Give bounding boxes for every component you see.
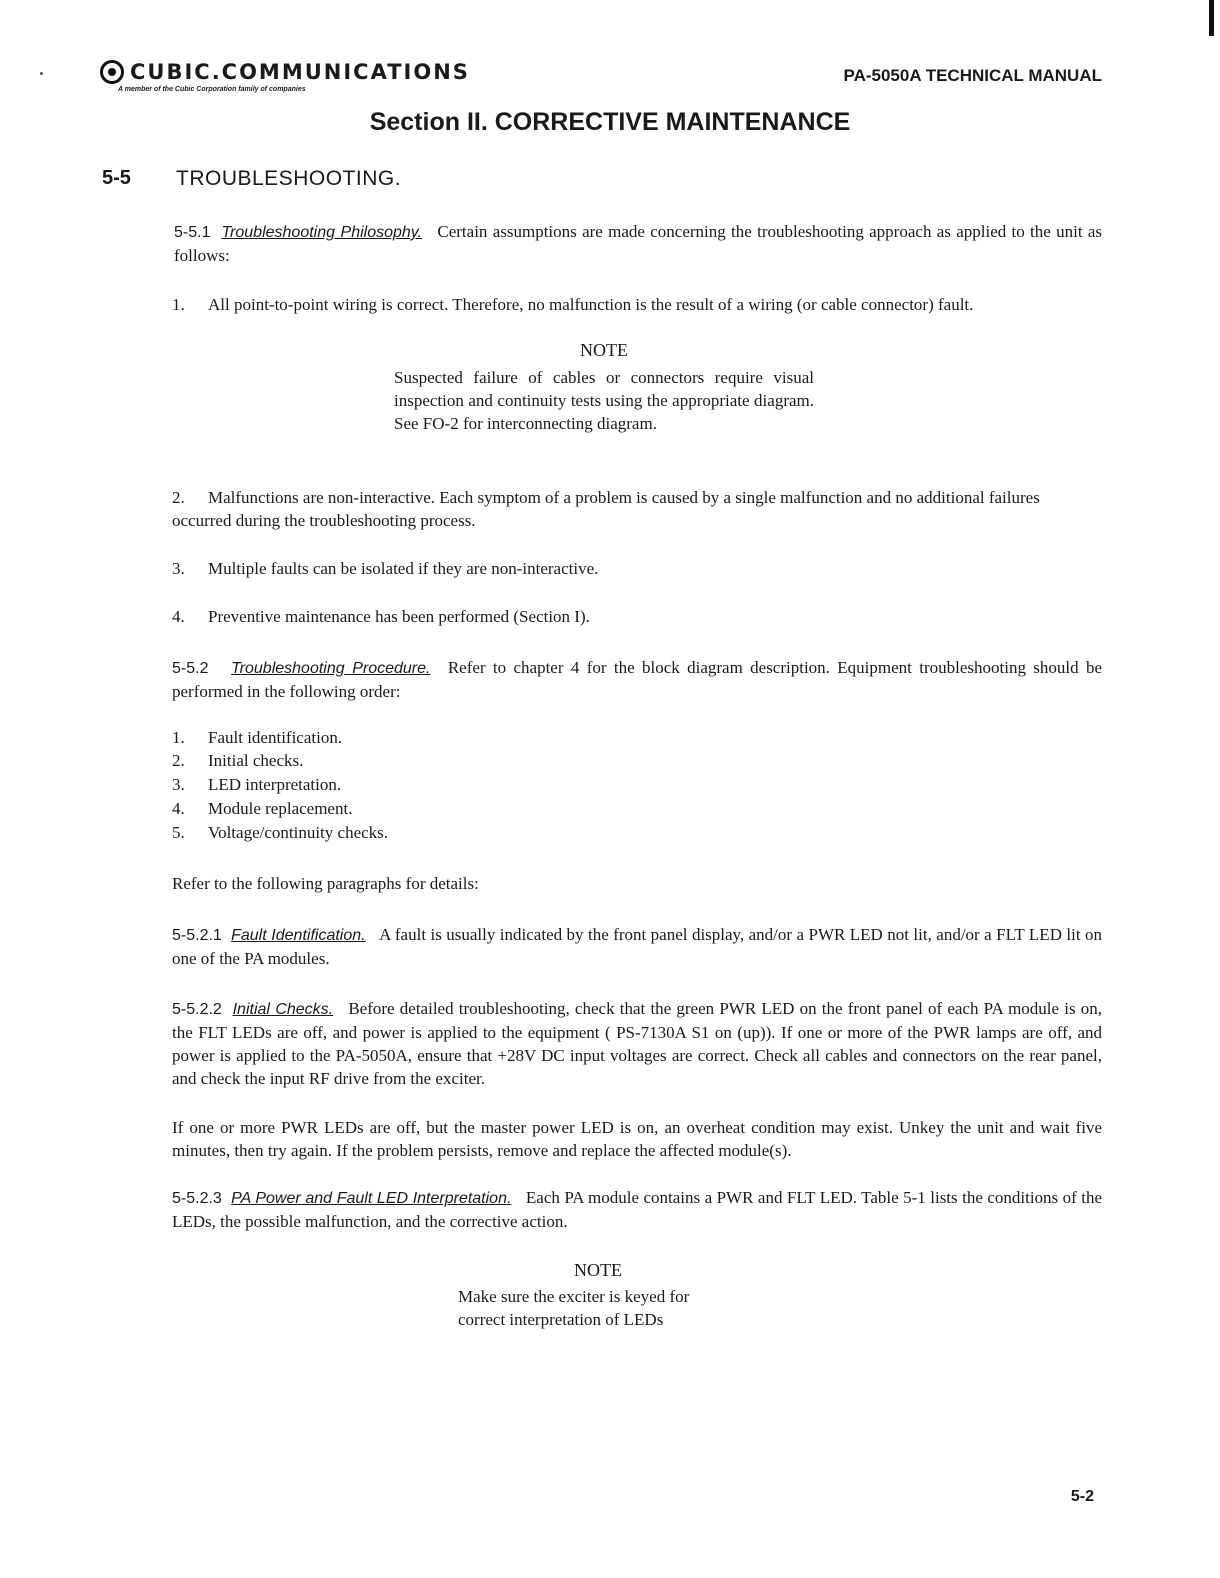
list-item <box>172 749 772 772</box>
paragraph-5-5-2-1 <box>172 923 1102 970</box>
paragraph-number: 5-5.2.3 <box>172 1190 222 1207</box>
note-text: Make sure the exciter is keyed for correct interpretation of LEDs <box>458 1287 690 1329</box>
paragraph-number: 5-5.2 <box>172 660 209 677</box>
company-logo <box>100 60 470 84</box>
list-item <box>172 821 772 844</box>
list-item-text: LED interpretation. <box>208 775 342 794</box>
list-item-text: Initial checks. <box>208 751 304 770</box>
list-item-number: 1. <box>172 728 185 747</box>
note-title: NOTE <box>580 340 628 360</box>
scan-speck <box>40 72 43 75</box>
list-item-number: 4. <box>172 799 185 818</box>
note-title: NOTE <box>574 1260 622 1280</box>
paragraph-title: PA Power and Fault LED Interpretation. <box>231 1190 512 1207</box>
paragraph-number: 5-5.2.1 <box>172 927 222 944</box>
heading-title: TROUBLESHOOTING. <box>176 167 402 190</box>
paragraph-text: Before detailed troubleshooting, check that the green PWR LED on the front panel of each PA module is on, the FLT LEDs are off, and power is applied to the equipment ( PS-7130A S1 on (up)). If one or more of the PWR lamps are off, and power is applied to the PA-5050A, ensure that +28V DC input voltages are correct. Check all cables and connectors on the rear panel, and check the input RF drive from the exciter. <box>172 999 1103 1088</box>
paragraph-text: A fault is usually indicated by the front panel display, and/or a PWR LED not lit, and/or a FLT LED lit on one of the PA modules. <box>172 925 1103 968</box>
list-item-number: 2. <box>172 488 185 507</box>
list-item <box>172 293 1102 316</box>
manual-title: PA-5050A TECHNICAL MANUAL <box>843 66 1102 85</box>
paragraph-title: Initial Checks. <box>232 1001 334 1018</box>
list-item-text: Voltage/continuity checks. <box>208 823 389 842</box>
company-name: CUBIC.COMMUNICATIONS <box>130 60 470 84</box>
list-item <box>172 797 772 820</box>
paragraph-title: Troubleshooting Procedure. <box>231 660 431 677</box>
paragraph-number: 5-5.2.2 <box>172 1001 222 1018</box>
list-item-number: 3. <box>172 559 185 578</box>
list-item-text: Malfunctions are non-interactive. Each symptom of a problem is caused by a single malfunction and no additional failures occurred during the troubleshooting process. <box>172 488 1040 530</box>
list-item <box>172 726 772 749</box>
paragraph-text: Refer to chapter 4 for the block diagram description. Equipment troubleshooting should be performed in the following order: <box>172 658 1103 701</box>
list-item-text: Fault identification. <box>208 728 343 747</box>
section-title: Section II. CORRECTIVE MAINTENANCE <box>369 108 851 136</box>
paragraph-text: Each PA module contains a PWR and FLT LED. Table 5-1 lists the conditions of the LEDs, the possible malfunction, and the corrective action. <box>172 1188 1103 1231</box>
list-item-text: Preventive maintenance has been performed (Section I). <box>208 607 590 626</box>
page-number: 5-2 <box>1070 1488 1094 1505</box>
scan-edge-mark <box>1209 0 1214 36</box>
list-item-number: 4. <box>172 607 185 626</box>
paragraph-5-5-2-2-continued: If one or more PWR LEDs are off, but the master power LED is on, an overheat condition may exist. Unkey the unit and wait five minutes, then try again. If the problem persists, remove and replace the affected module(s). <box>172 1118 1102 1160</box>
paragraph-title: Troubleshooting Philosophy. <box>221 224 423 241</box>
list-item <box>172 773 772 796</box>
list-item <box>172 557 1102 580</box>
list-item-number: 3. <box>172 775 185 794</box>
list-item-text: All point-to-point wiring is correct. Therefore, no malfunction is the result of a wiring (or cable connector) fault. <box>208 295 974 314</box>
paragraph-5-5-2-3 <box>172 1186 1102 1233</box>
cubic-logo-icon <box>100 60 124 84</box>
paragraph-number: 5-5.1 <box>174 224 211 241</box>
list-item-text: Multiple faults can be isolated if they are non-interactive. <box>208 559 599 578</box>
list-item-text: Module replacement. <box>208 799 353 818</box>
list-item-number: 1. <box>172 295 185 314</box>
list-item <box>172 605 1102 628</box>
paragraph-title: Fault Identification. <box>231 927 366 944</box>
refer-text: Refer to the following paragraphs for details: <box>172 874 479 893</box>
paragraph-5-5-2-2 <box>172 997 1102 1090</box>
heading-number: 5-5 <box>102 167 131 189</box>
list-item <box>172 486 1102 532</box>
paragraph-5-5-1 <box>174 220 1102 267</box>
list-item-number: 5. <box>172 823 185 842</box>
paragraph-5-5-2 <box>172 656 1102 703</box>
list-item-number: 2. <box>172 751 185 770</box>
company-tagline: A member of the Cubic Corporation family of companies <box>118 86 306 93</box>
paragraph-text: Certain assumptions are made concerning the troubleshooting approach as applied to the unit as follows: <box>174 222 1103 265</box>
note-text: Suspected failure of cables or connectors require visual inspection and continuity tests using the appropriate diagram. See FO-2 for interconnecting diagram. <box>394 368 814 433</box>
